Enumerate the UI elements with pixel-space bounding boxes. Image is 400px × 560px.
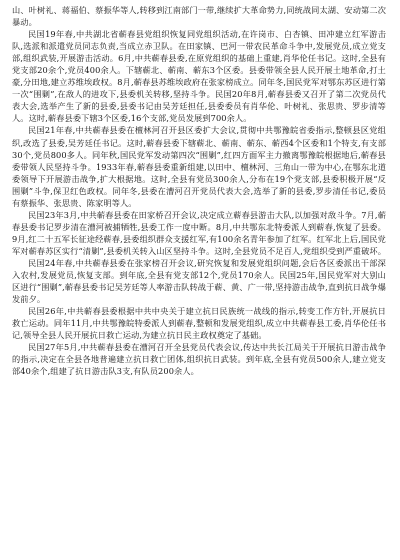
paragraph-4: 民国23年3月,中共蕲春县委在田家桥召开会议,决定成立蕲春县游击大队,以加强对敌斗争。7月,蕲春县委书记罗步清在漕河被捕牺牲,县委工作一度中断。8月,中共鄂东北特委派人到蕲春,恢复了县委。9月,红二十五军长征途经蕲春,县委组织群众支援红军,有100余名青年参加了红军。红军北上后,国民党军对蕲春苏区实行“清剿”,县委机关转入山区坚持斗争。这时,全县党员不足百人,党组织受到严重破坏。 [12, 209, 387, 256]
paragraph-5: 民国24年春,中共蕲春县委在张家榜召开会议,研究恢复和发展党组织问题,会后各区委派出干部深入农村,发展党员,恢复支部。到年底,全县有党支部12个,党员170余人。民国25年,国民党军对大别山区进行“围剿”,蕲春县委书记吴芳廷等人率游击队转战于蕲、黄、广一带,坚持游击战争,直到抗日战争爆发前夕。 [12, 257, 387, 305]
paragraph-7: 民国27年5月,中共蕲春县委在漕河召开全县党员代表会议,传达中共长江局关于开展抗日游击战争的指示,决定在全县各地普遍建立抗日救亡团体,组织抗日武装。到年底,全县有党员500余人,建立党支部40余个,组建了抗日游击队3支,有队员200余人。 [12, 342, 386, 377]
paragraph-2: 民国19年春,中共湖北省蕲春县党组织恢复同党组织活动,在许岗市、白杏镇、田冲建立红军游击队,选派和派遣党员同志负责,当成立赤卫队。在田家镇、巴河一带农民革命斗争中,发展党员,成立党支部,组织武装,开展游击活动。6月,中共蕲春县委,在原党组织的基础上重建,肖华伦任书记。这时,全县有党支部20余个,党员400余人。下辖蕲北、蕲南、蕲东3个区委。县委带领全县人民开展土地革命,打土豪,分田地,建立苏维埃政权。8月,蕲春县苏维埃政府在张家榜成立。同年冬,国民党军对鄂东苏区进行第一次“围剿”,在敌人的进攻下,县委机关转移,坚持斗争。民国20年8月,蕲春县委又召开了第二次党员代表大会,选举产生了新的县委,县委书记由吴芳廷担任,县委委员有肖华伦、叶树礼、张思贵、罗步清等人。这时,蕲春县委下辖3个区委,16个支部,党员发展到700余人。 [12, 29, 386, 124]
paragraph-1: 山、叶树礼、蒋福伯、蔡振华等人,转移到江南部门一带,继续扩大革命势力,同统战同太湖、安动第二次暴动。 [12, 5, 386, 28]
paragraph-6: 民国26年,中共蕲春县委根据中共中央关于建立抗日民族统一战线的指示,转变工作方针,开展抗日救亡运动。同年11月,中共鄂豫皖特委派人到蕲春,整顿和发展党组织,成立中共蕲春县工委,肖华伦任书记,领导全县人民开展抗日救亡运动,为建立抗日民主政权奠定了基础。 [12, 306, 386, 341]
paragraph-3: 民国21年春,中共蕲春县委在檀林河召开县区委扩大会议,贯彻中共鄂豫皖省委指示,整顿县区党组织,改选了县委,吴芳廷任书记。这时,蕲春县委下辖蕲北、蕲南、蕲东、蕲西4个区委和1个特支,有支部30个,党员800多人。同年秋,国民党军发动第四次“围剿”,红四方面军主力撤离鄂豫皖根据地后,蕲春县委带领人民坚持斗争。1933年春,蕲春县委重新组建,以田中、檀林河、三角山一带为中心,在鄂东北道委领导下开展游击战争,扩大根据地。这时,全县有党员300余人,分布在19个党支部,县委积极开展“反围剿”斗争,保卫红色政权。同年冬,县委在漕河召开党员代表大会,选举了新的县委,罗步清任书记,委员有蔡振华、张思贵、陈家明等人。 [12, 125, 386, 208]
